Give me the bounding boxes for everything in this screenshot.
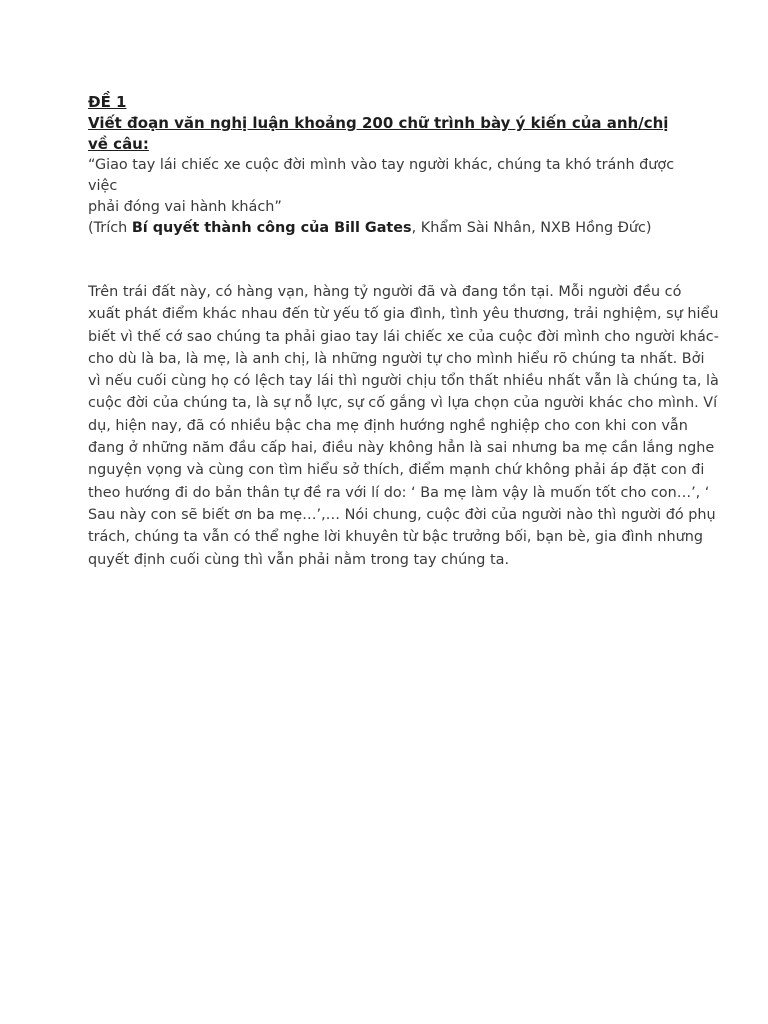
essay-paragraph (88, 281, 719, 571)
document-page (88, 92, 719, 571)
task-prompt: Viết đoạn văn nghị luận khoảng 200 chữ trình bày ý kiến của anh/chị về câu: (88, 114, 669, 153)
quote (88, 155, 680, 218)
citation-prefix: (Trích (88, 220, 132, 236)
essay-line: cho dù là ba, là mẹ, là anh chị, là những người tự cho mình hiểu rõ chúng ta nhất. Bởi (88, 350, 705, 367)
essay-line: nguyện vọng và cùng con tìm hiểu sở thích, điểm mạnh chứ không phải áp đặt con đi (88, 462, 705, 479)
essay-line: cuộc đời của chúng ta, là sự nỗ lực, sự cố gắng vì lựa chọn của người khác cho mình. Ví (88, 395, 718, 412)
essay-line: xuất phát điểm khác nhau đến từ yếu tố gia đình, tình yêu thương, trải nghiệm, sự hiểu (88, 306, 719, 323)
essay-line: Trên trái đất này, có hàng vạn, hàng tỷ người đã và đang tồn tại. Mỗi người đều có (88, 284, 682, 300)
citation-book-title: Bí quyết thành công của Bill Gates (131, 220, 412, 236)
exam-label: ĐỀ 1 (88, 93, 127, 111)
essay-line: đang ở những năm đầu cấp hai, điều này không hẳn là sai nhưng ba mẹ cần lắng nghe (88, 440, 715, 457)
essay-line: dụ, hiện nay, đã có nhiều bậc cha mẹ định hướng nghề nghiệp cho con khi con vẫn (88, 417, 688, 434)
essay-line: biết vì thế cớ sao chúng ta phải giao tay lái chiếc xe của cuộc đời mình cho người khác- (88, 328, 719, 345)
quote-line: “Giao tay lái chiếc xe cuộc đời mình vào tay người khác, chúng ta khó tránh được việc (88, 157, 675, 194)
essay-line: trách, chúng ta vẫn có thể nghe lời khuyên từ bậc trưởng bối, bạn bè, gia đình nhưng (88, 529, 703, 546)
essay-line: vì nếu cuối cùng họ có lệch tay lái thì người chịu tổn thất nhiều nhất vẫn là chúng ta, là (88, 373, 719, 390)
essay-line: quyết định cuối cùng thì vẫn phải nằm trong tay chúng ta. (88, 551, 510, 568)
essay-line: theo hướng đi do bản thân tự đề ra với lí do: ‘ Ba mẹ làm vậy là muốn tốt cho con…’, ‘ (88, 484, 710, 501)
essay-line: Sau này con sẽ biết ơn ba mẹ…’,… Nói chung, cuộc đời của người nào thì người đó phụ (88, 506, 716, 523)
citation-suffix: , Khẩm Sài Nhân, NXB Hồng Đức) (411, 220, 652, 236)
citation (88, 218, 680, 239)
quote-line: phải đóng vai hành khách” (88, 199, 282, 215)
